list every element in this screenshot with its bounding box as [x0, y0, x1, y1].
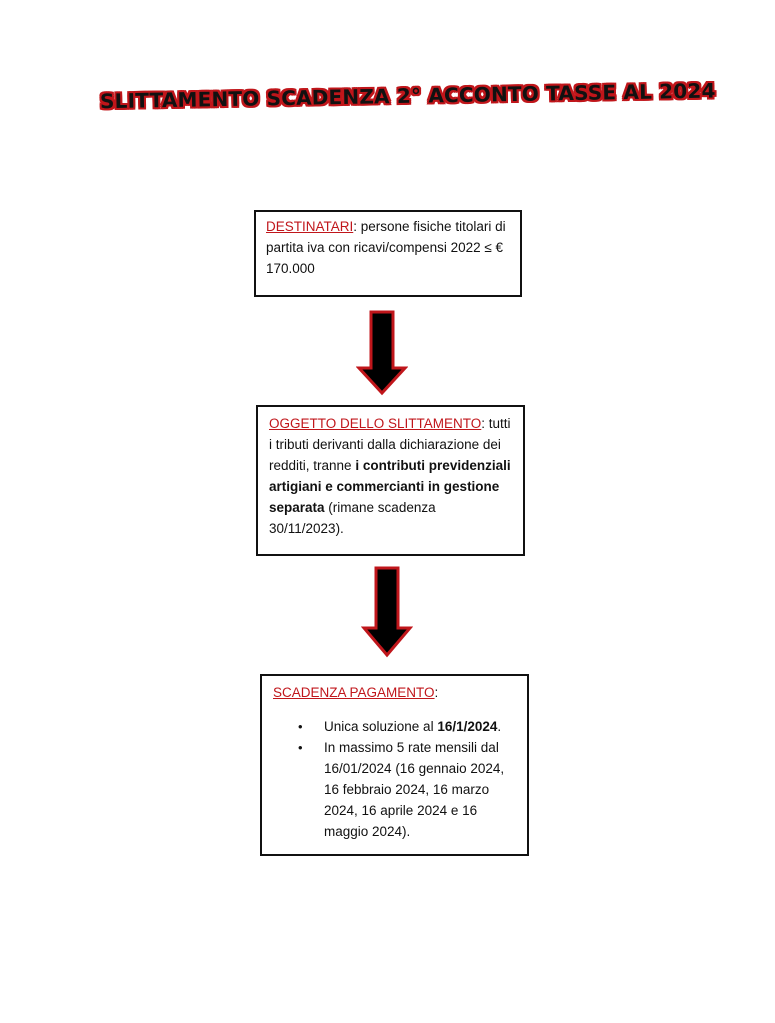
list-item [273, 716, 517, 737]
down-arrow-icon [361, 566, 413, 658]
bullet-icon: • [298, 719, 303, 734]
bullet-text-bold: 16/1/2024 [437, 719, 498, 734]
list-item [273, 737, 517, 842]
recipients-box [254, 210, 522, 297]
subject-text-after: (rimane scadenza 30/11/2023). [269, 500, 436, 536]
down-arrow-icon [356, 310, 408, 396]
payment-options-list [273, 716, 517, 842]
payment-heading-suffix: : [434, 685, 439, 700]
recipients-text: : persone fisiche titolari di partita iva con ricavi/compensi 2022 ≤ € 170.000 [266, 219, 506, 276]
payment-deadline-box [260, 674, 529, 856]
subject-box [256, 405, 525, 556]
subject-text-before: : tutti i tributi derivanti dalla dichiarazione dei redditi, tranne [269, 416, 511, 473]
payment-heading: SCADENZA PAGAMENTO [273, 685, 435, 700]
subject-text-bold: i contributi previdenziali artigiani e commercianti in gestione separata [269, 458, 511, 515]
bullet-text-before: In massimo 5 rate mensili dal 16/01/2024 (16 gennaio 2024, 16 febbraio 2024, 16 marzo 2024, 16 aprile 2024 e 16 maggio 2024). [324, 740, 505, 839]
bullet-text-after: . [497, 719, 502, 734]
bullet-icon: • [298, 740, 303, 755]
subject-heading: OGGETTO DELLO SLITTAMENTO [269, 416, 482, 431]
bullet-text-before: Unica soluzione al [324, 719, 438, 734]
recipients-heading: DESTINATARI [266, 219, 354, 234]
page-title: SLITTAMENTO SCADENZA 2° ACCONTO TASSE AL 2024 [99, 78, 716, 114]
